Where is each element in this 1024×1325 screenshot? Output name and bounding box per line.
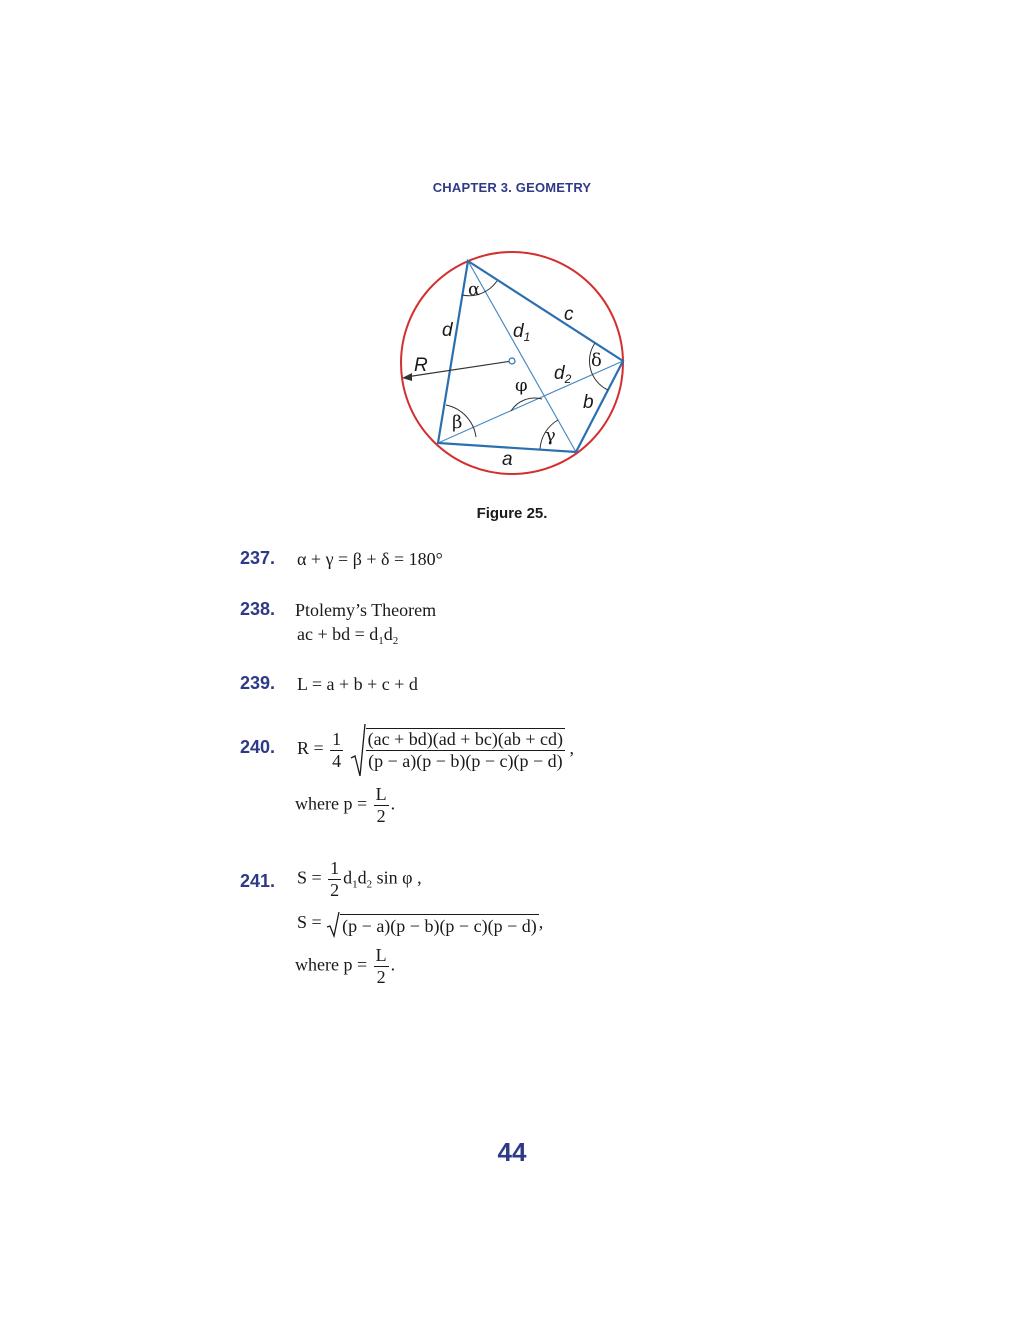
quadrilateral-figure [390, 245, 640, 485]
formula-240-where: where p = $\frac{L}{2}$ . [295, 784, 396, 826]
label-diagonal-d2: $d_2$ [554, 363, 572, 386]
diagonal-d2 [438, 361, 623, 443]
formula-241-brahmagupta: S = (p − a)(p − b)(p − c)(p − d) , [297, 910, 543, 938]
figure-caption: Figure 25. [476, 505, 548, 522]
formula-237: α + γ = β + δ = 180° [297, 549, 443, 569]
circle-center [509, 358, 515, 364]
formula-239: L = a + b + c + d [297, 674, 418, 694]
formula-number-240: 240. [240, 737, 276, 757]
label-delta: δ [591, 350, 602, 371]
formula-number-241: 241. [240, 871, 276, 891]
label-side-b: b [583, 392, 594, 413]
ptolemy-title: Ptolemy’s Theorem [295, 600, 437, 620]
formula-241-area: S = $\frac{1}{2}$ $d_1d_2$ sin φ , [297, 858, 422, 900]
formula-240: R = $\frac{1}{4}$ $\frac{(ac + bd)(ad + bc)(ab + cd)}{(p - a)(p - b)(p - c)(p - d)}$ , [297, 722, 574, 778]
label-side-d: d [442, 320, 453, 341]
label-side-a: a [502, 449, 513, 470]
formula-238: ac + bd = $d_1d_2$ [297, 624, 399, 647]
label-radius: R [414, 355, 428, 376]
radius-arrowhead [402, 373, 412, 381]
formula-number-238: 238. [240, 599, 276, 619]
formula-number-239: 239. [240, 673, 276, 693]
label-phi: φ [515, 375, 528, 396]
coef-fraction: $\frac{1}{4}$ [332, 728, 342, 771]
label-side-c: c [564, 304, 574, 325]
formula-241-where: where p = $\frac{L}{2}$ . [295, 945, 396, 987]
label-diagonal-d1: $d_1$ [513, 321, 531, 344]
diagonal-d1 [468, 261, 576, 452]
label-alpha: α [468, 279, 481, 300]
label-gamma: γ [545, 425, 556, 446]
formula-number-237: 237. [240, 548, 276, 568]
label-beta: β [452, 412, 463, 433]
page-number: 44 [497, 1137, 527, 1167]
chapter-header: CHAPTER 3. GEOMETRY [432, 180, 592, 195]
radical-241: (p − a)(p − b)(p − c)(p − d) [326, 910, 539, 938]
radical-240: $\frac{(ac + bd)(ad + bc)(ab + cd)}{(p - a)(p - b)(p - c)(p - d)}$ [350, 722, 565, 778]
